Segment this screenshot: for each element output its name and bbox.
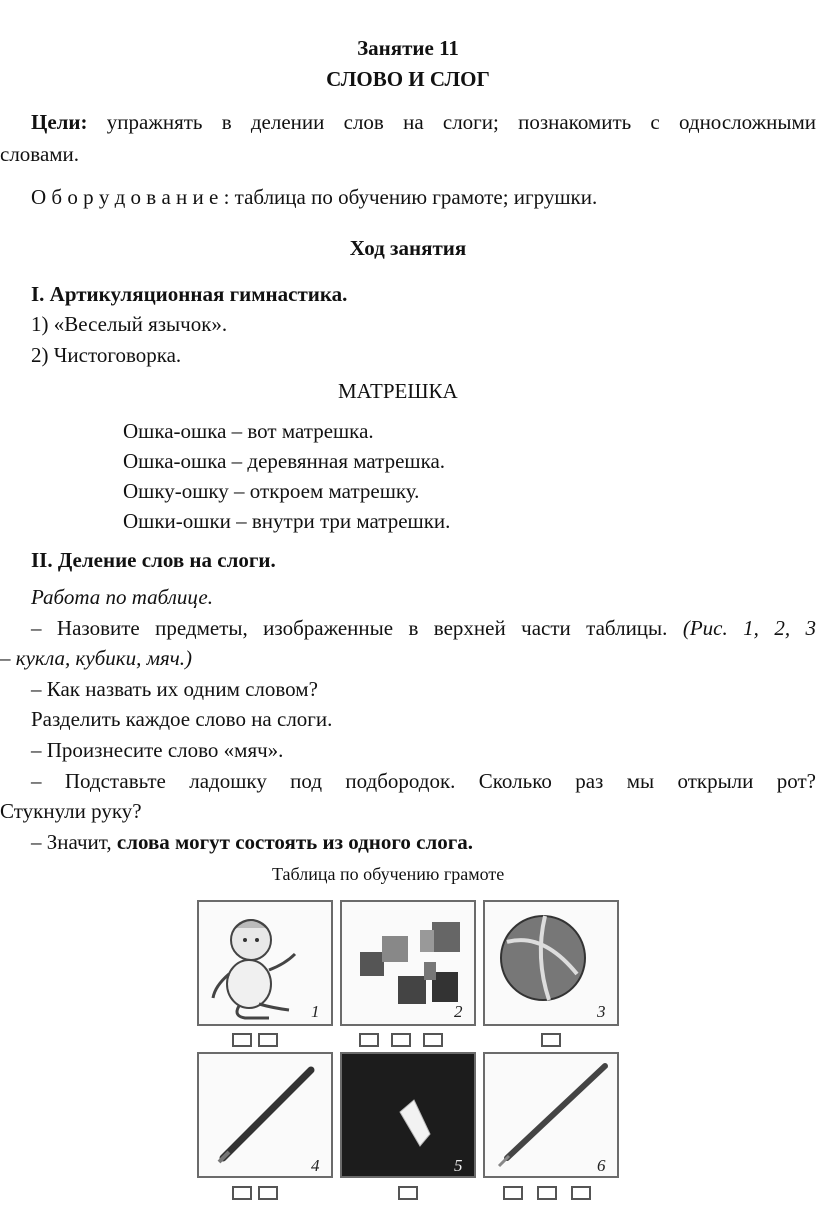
poem-title: МАТРЕШКА [338, 379, 458, 403]
conclusion-prefix: – Значит, [31, 830, 112, 854]
table-cell-1 [197, 900, 333, 1026]
section2-subheading: Работа по таблице. [31, 585, 213, 609]
syllable-box [503, 1186, 523, 1200]
equipment-label: О б о р у д о в а н и е : [31, 185, 230, 209]
table-cell-3 [483, 900, 619, 1026]
goals-text-2: словами. [0, 142, 80, 166]
course-heading: Ход занятия [349, 236, 467, 260]
question-5-line-2: Стукнули руку? [0, 799, 142, 823]
table-cell-5 [340, 1052, 476, 1178]
syllable-box [232, 1033, 252, 1047]
section1-heading: I. Артикуляционная гимнастика. [31, 282, 348, 306]
question-3: Разделить каждое слово на слоги. [31, 707, 333, 731]
literacy-table-figure [197, 900, 629, 1217]
cell-number-5: 5 [454, 1156, 463, 1175]
section2-heading: II. Деление слов на слоги. [31, 548, 276, 572]
cell-number-4: 4 [311, 1156, 320, 1175]
conclusion-bold: слова могут состоять из одного слога. [116, 830, 474, 854]
syllable-box [537, 1186, 557, 1200]
lesson-number: Занятие 11 [357, 36, 459, 60]
poem-line-1: Ошка-ошка – вот матрешка. [123, 419, 374, 443]
question-1-hint-a: (Рис. 1, 2, 3 [682, 616, 816, 640]
cell-number-1: 1 [311, 1002, 320, 1021]
table-cell-6 [483, 1052, 619, 1178]
syllable-box [391, 1033, 411, 1047]
question-1-text: – Назовите предметы, изображенные в верхней части таблицы. [31, 616, 668, 640]
syllable-box [398, 1186, 418, 1200]
question-4: – Произнесите слово «мяч». [31, 738, 284, 762]
equipment-line [31, 184, 597, 210]
goals-line-1 [31, 109, 816, 135]
question-5-line-1: – Подставьте ладошку под подбородок. Сколько раз мы открыли рот? [31, 769, 816, 793]
syllable-box [541, 1033, 561, 1047]
poem-line-3: Ошку-ошку – откроем матрешку. [123, 479, 420, 503]
section1-item-2: 2) Чистоговорка. [31, 343, 182, 367]
syllable-box [571, 1186, 591, 1200]
figure-caption: Таблица по обучению грамоте [272, 864, 505, 884]
syllable-box [258, 1186, 278, 1200]
equipment-text: таблица по обучению грамоте; игрушки. [234, 185, 598, 209]
cell-number-6: 6 [597, 1156, 606, 1175]
goals-text-1: упражнять в делении слов на слоги; познакомить с односложными [106, 110, 816, 134]
syllable-box [258, 1033, 278, 1047]
question-1-line [31, 615, 816, 641]
question-2: – Как назвать их одним словом? [31, 677, 318, 701]
poem-line-4: Ошки-ошки – внутри три матрешки. [123, 509, 451, 533]
syllable-box [423, 1033, 443, 1047]
cell-number-3: 3 [597, 1002, 606, 1021]
syllable-box [232, 1186, 252, 1200]
poem-line-2: Ошка-ошка – деревянная матрешка. [123, 449, 446, 473]
lesson-topic: СЛОВО И СЛОГ [326, 67, 490, 91]
table-cell-4 [197, 1052, 333, 1178]
section1-item-1: 1) «Веселый язычок». [31, 312, 228, 336]
cell-number-2: 2 [454, 1002, 463, 1021]
goals-label: Цели: [31, 110, 88, 134]
question-1-hint-b: – кукла, кубики, мяч.) [0, 646, 193, 670]
conclusion-line [31, 829, 473, 855]
syllable-box [359, 1033, 379, 1047]
table-cell-2 [340, 900, 476, 1026]
